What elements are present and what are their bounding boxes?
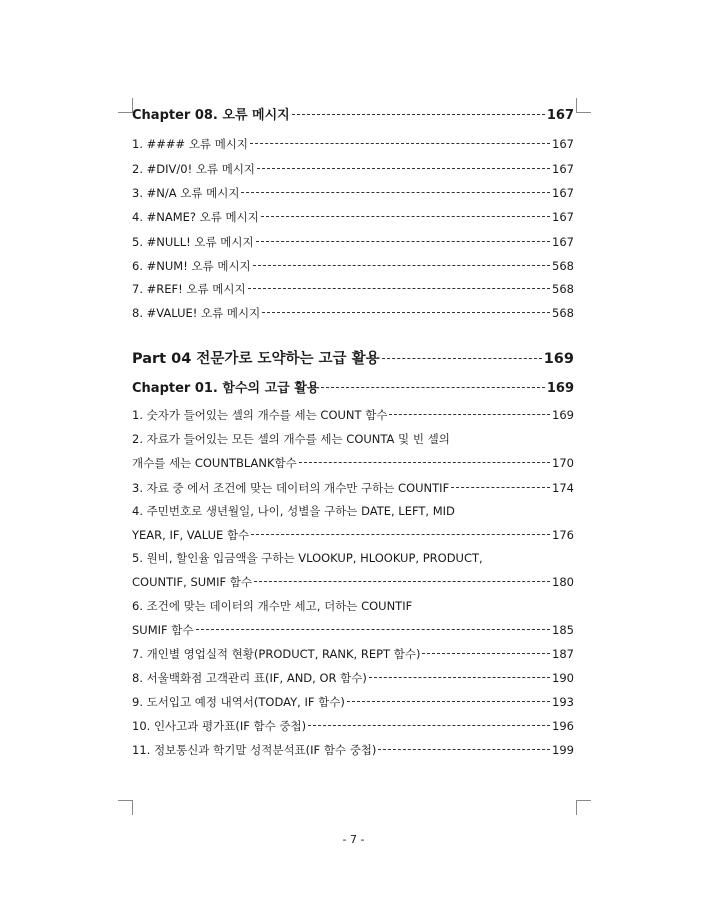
toc-page-number: 167 bbox=[552, 235, 574, 249]
toc-chapter-08 bbox=[132, 108, 574, 124]
page-number-footer: - 7 - bbox=[342, 833, 365, 846]
toc-page-number: 170 bbox=[552, 456, 574, 470]
toc-entry-label: 11. 정보통신과 학기말 성적분석표(IF 함수 중첩) bbox=[132, 743, 377, 757]
toc-page-number: 167 bbox=[552, 162, 574, 176]
toc-page-number: 190 bbox=[552, 671, 574, 685]
toc-chapter-title: Chapter 08. 오류 메시지 bbox=[132, 108, 290, 123]
toc-entry-label: 8. #VALUE! 오류 메시지 bbox=[132, 306, 261, 320]
toc-entry bbox=[132, 694, 574, 710]
toc-entry-label: 6. 조건에 맞는 데이터의 개수만 세고, 더하는 COUNTIF bbox=[132, 599, 413, 613]
toc-entry bbox=[132, 258, 574, 274]
leader-dots bbox=[251, 533, 550, 535]
leader-dots bbox=[369, 676, 550, 678]
toc-page-number: 174 bbox=[552, 481, 574, 495]
toc-page-number: 176 bbox=[552, 528, 574, 542]
toc-entry-label: 10. 인사고과 평가표(IF 함수 중첩) bbox=[132, 719, 307, 733]
crop-mark-top-right bbox=[576, 98, 591, 113]
toc-page-number: 185 bbox=[552, 623, 574, 637]
toc-page-number: 167 bbox=[552, 210, 574, 224]
toc-page-number: 180 bbox=[552, 575, 574, 589]
leader-dots bbox=[347, 700, 550, 702]
leader-dots bbox=[451, 486, 550, 488]
toc-entry-label: 1. 숫자가 들어있는 셀의 개수를 세는 COUNT 함수 bbox=[132, 408, 388, 422]
leader-dots bbox=[422, 652, 550, 654]
leader-dots bbox=[308, 724, 550, 726]
crop-mark-bottom-right bbox=[576, 800, 591, 815]
toc-entry-label: 9. 도서입고 예정 내역서(TODAY, IF 함수) bbox=[132, 695, 345, 709]
leader-dots bbox=[257, 167, 550, 169]
toc-page-number: 169 bbox=[546, 381, 574, 396]
toc-entry-label: 7. #REF! 오류 메시지 bbox=[132, 282, 246, 296]
toc-entry-label: YEAR, IF, VALUE 함수 bbox=[132, 528, 250, 542]
toc-page-number: 169 bbox=[552, 408, 574, 422]
toc-entry-label: 6. #NUM! 오류 메시지 bbox=[132, 259, 251, 273]
toc-entry-line bbox=[132, 598, 574, 614]
leader-dots bbox=[321, 386, 545, 388]
toc-entry bbox=[132, 185, 574, 201]
toc-entry bbox=[132, 281, 574, 297]
leader-dots bbox=[261, 215, 550, 217]
toc-page-number: 167 bbox=[546, 108, 574, 123]
leader-dots bbox=[378, 748, 550, 750]
leader-dots bbox=[389, 413, 550, 415]
leader-dots bbox=[382, 357, 542, 359]
toc-entry-label: 7. 개인별 영업실적 현황(PRODUCT, RANK, REPT 함수) bbox=[132, 647, 421, 661]
leader-dots bbox=[250, 142, 550, 144]
toc-entry bbox=[132, 670, 574, 686]
toc-page-number: 196 bbox=[552, 719, 574, 733]
leader-dots bbox=[241, 191, 550, 193]
toc-entry bbox=[132, 527, 574, 543]
toc-entry-line bbox=[132, 503, 574, 519]
toc-entry bbox=[132, 136, 574, 152]
toc-entry-label: 3. 자료 중 에서 조건에 맞는 데이터의 개수만 구하는 COUNTIF bbox=[132, 481, 450, 495]
toc-page-number: 187 bbox=[552, 647, 574, 661]
toc-entry-line bbox=[132, 431, 574, 447]
toc-entry-label: 3. #N/A 오류 메시지 bbox=[132, 186, 240, 200]
toc-page-number: 167 bbox=[552, 137, 574, 151]
crop-mark-top-left bbox=[118, 98, 133, 113]
toc-entry-label: 1. #### 오류 메시지 bbox=[132, 137, 249, 151]
leader-dots bbox=[254, 580, 550, 582]
toc-entry bbox=[132, 480, 574, 496]
toc-entry-label: 5. #NULL! 오류 메시지 bbox=[132, 235, 254, 249]
toc-page-number: 568 bbox=[552, 306, 574, 320]
toc-page-number: 199 bbox=[552, 743, 574, 757]
toc-entry-label: 4. #NAME? 오류 메시지 bbox=[132, 210, 259, 224]
toc-chapter-title: Chapter 01. 함수의 고급 활용 bbox=[132, 381, 320, 396]
toc-entry-label: 개수를 세는 COUNTBLANK함수 bbox=[132, 456, 297, 470]
toc-entry-label: COUNTIF, SUMIF 함수 bbox=[132, 575, 252, 589]
toc-page-number: 167 bbox=[552, 186, 574, 200]
toc-entry bbox=[132, 646, 574, 662]
toc-entry-label: 5. 원비, 할인율 입금액을 구하는 VLOOKUP, HLOOKUP, PRODUCT, bbox=[132, 551, 483, 565]
toc-entry bbox=[132, 742, 574, 758]
leader-dots bbox=[196, 628, 551, 630]
leader-dots bbox=[292, 113, 545, 115]
toc-entry bbox=[132, 161, 574, 177]
leader-dots bbox=[256, 240, 550, 242]
toc-part-04 bbox=[132, 351, 574, 367]
toc-chapter-01 bbox=[132, 381, 574, 397]
leader-dots bbox=[253, 264, 550, 266]
toc-entry bbox=[132, 209, 574, 225]
leader-dots bbox=[299, 461, 550, 463]
toc-page-number: 169 bbox=[543, 351, 574, 367]
toc-page-number: 193 bbox=[552, 695, 574, 709]
toc-entry-label: SUMIF 함수 bbox=[132, 623, 194, 637]
leader-dots bbox=[248, 287, 550, 289]
toc-page-number: 568 bbox=[552, 282, 574, 296]
toc-entry bbox=[132, 407, 574, 423]
toc-entry bbox=[132, 718, 574, 734]
leader-dots bbox=[262, 311, 550, 313]
toc-entry-label: 2. #DIV/0! 오류 메시지 bbox=[132, 162, 256, 176]
crop-mark-bottom-left bbox=[118, 800, 133, 815]
toc-entry bbox=[132, 574, 574, 590]
toc-entry bbox=[132, 622, 574, 638]
toc-entry bbox=[132, 305, 574, 321]
toc-page-number: 568 bbox=[552, 259, 574, 273]
toc-entry-label: 2. 자료가 들어있는 모든 셀의 개수를 세는 COUNTA 및 빈 셀의 bbox=[132, 432, 450, 446]
toc-entry bbox=[132, 234, 574, 250]
toc-entry-line bbox=[132, 550, 574, 566]
toc-part-title: Part 04 전문가로 도약하는 고급 활용 bbox=[132, 351, 380, 367]
toc-entry bbox=[132, 455, 574, 471]
toc-entry-label: 4. 주민번호로 생년월일, 나이, 성별을 구하는 DATE, LEFT, MID bbox=[132, 504, 455, 518]
toc-entry-label: 8. 서울백화점 고객관리 표(IF, AND, OR 함수) bbox=[132, 671, 367, 685]
